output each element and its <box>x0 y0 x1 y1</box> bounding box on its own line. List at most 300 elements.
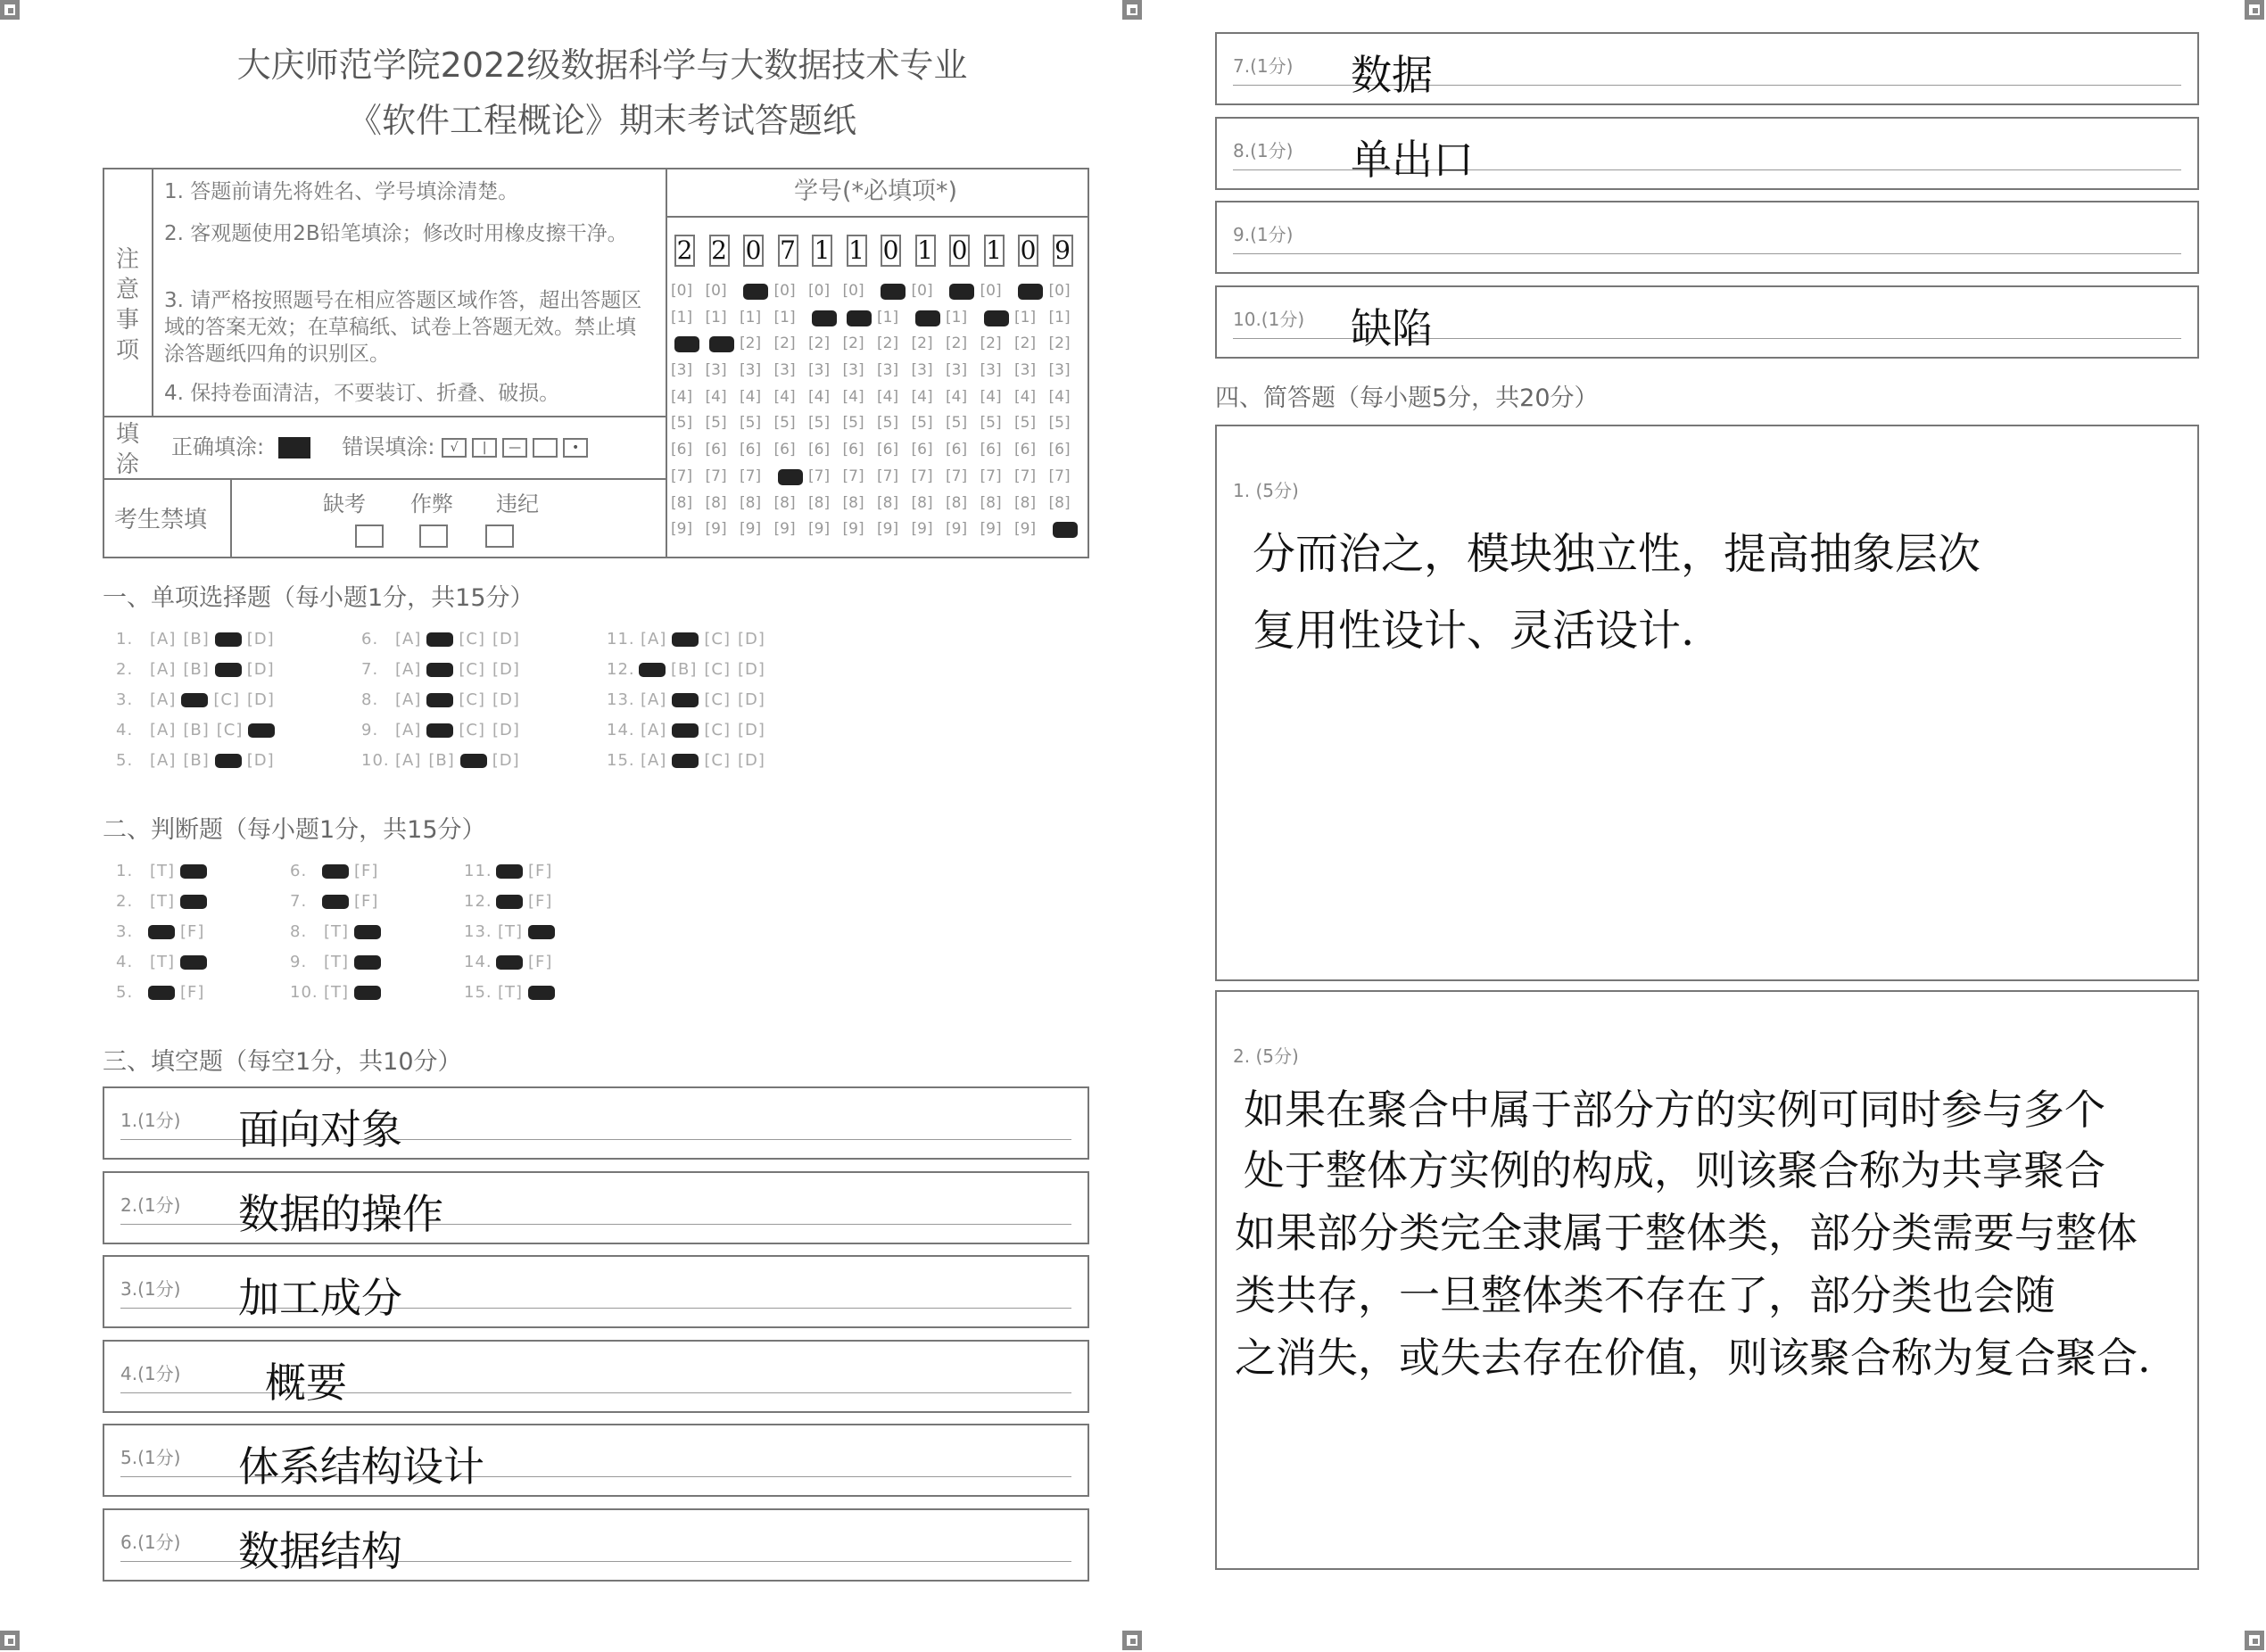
tf-option-t[interactable]: [T] <box>324 922 350 941</box>
mc-option-filled[interactable] <box>639 663 666 677</box>
tf-question-row <box>464 922 557 941</box>
note-item-2: 2. 客观题使用2B铅笔填涂；修改时用橡皮擦干净。 <box>164 222 628 245</box>
student-id-bubble[interactable]: [3] <box>705 361 727 380</box>
mc-option-d[interactable]: [D] <box>737 690 765 709</box>
student-id-bubble[interactable]: [5] <box>773 414 796 433</box>
tf-question-number: 5. <box>116 983 134 1002</box>
student-id-bubble[interactable]: [2] <box>808 335 831 353</box>
mc-option-filled[interactable] <box>460 754 487 768</box>
mc-option-filled[interactable] <box>215 754 242 768</box>
mc-option-filled[interactable] <box>672 723 699 738</box>
student-id-digit-3[interactable]: 0 <box>743 235 764 267</box>
tf-question-row <box>464 862 556 880</box>
tf-question-number: 8. <box>290 922 308 941</box>
short-answer-1-line-1: 分而治之，模块独立性，提高抽象层次 <box>1253 529 1981 579</box>
student-id-bubble[interactable]: [8] <box>740 493 762 512</box>
student-id-bubble[interactable]: [4] <box>911 387 933 406</box>
student-id-bubble[interactable]: [3] <box>980 361 1002 380</box>
student-id-bubble[interactable]: [2] <box>980 335 1002 353</box>
mc-question-row <box>361 721 524 739</box>
tf-question-number: 14. <box>464 953 492 971</box>
student-id-bubble[interactable]: [5] <box>740 414 762 433</box>
mc-option-d[interactable]: [D] <box>737 630 765 648</box>
tf-option-t[interactable]: [T] <box>324 953 350 971</box>
short-answer-1-line-2: 复用性设计、灵活设计. <box>1253 606 1695 656</box>
fill-blank-10-answer: 缺陷 <box>1351 303 1433 352</box>
mc-question-number: 15. <box>607 751 635 770</box>
student-id-bubble[interactable]: [9] <box>877 520 899 539</box>
student-id-bubble[interactable]: [8] <box>671 493 693 512</box>
mc-question-row <box>607 660 769 679</box>
mc-option-d[interactable]: [D] <box>246 630 275 648</box>
mc-option-d[interactable]: [D] <box>246 660 275 679</box>
mc-question-row <box>361 751 524 770</box>
mc-option-a[interactable]: [A] <box>641 721 667 739</box>
tf-question-number: 3. <box>116 922 134 941</box>
mc-option-filled[interactable] <box>672 632 699 647</box>
mc-option-filled[interactable] <box>215 663 242 677</box>
student-id-bubble-filled[interactable] <box>812 310 837 326</box>
tf-option-f[interactable]: [F] <box>180 983 205 1002</box>
student-id-bubble[interactable]: [2] <box>1048 335 1071 353</box>
short-answer-box-2[interactable] <box>1215 990 2199 1570</box>
mc-option-b[interactable]: [B] <box>183 660 210 679</box>
student-id-bubble[interactable]: [0] <box>671 282 693 300</box>
forbidden-cheat-box[interactable] <box>419 525 448 548</box>
student-id-bubble[interactable]: [3] <box>946 361 968 380</box>
student-id-bubble[interactable]: [0] <box>808 282 831 300</box>
mc-option-b[interactable]: [B] <box>671 660 698 679</box>
student-id-column-7 <box>877 278 913 543</box>
mc-option-filled[interactable] <box>672 754 699 768</box>
mc-option-a[interactable]: [A] <box>395 751 422 770</box>
tf-option-filled[interactable] <box>148 986 175 1000</box>
student-id-bubble[interactable]: [3] <box>808 361 831 380</box>
student-id-bubble[interactable]: [3] <box>1048 361 1071 380</box>
mc-option-c[interactable]: [C] <box>704 660 732 679</box>
tf-question-number: 6. <box>290 862 308 880</box>
tf-question-row <box>116 892 209 911</box>
mc-option-b[interactable]: [B] <box>428 751 455 770</box>
mc-option-b[interactable]: [B] <box>183 751 210 770</box>
forbidden-violation-box[interactable] <box>485 525 514 548</box>
mc-question-number: 7. <box>361 660 379 679</box>
student-id-bubble[interactable]: [9] <box>773 520 796 539</box>
student-id-bubble[interactable]: [0] <box>842 282 864 300</box>
mc-option-d[interactable]: [D] <box>492 690 520 709</box>
student-id-bubble[interactable]: [6] <box>740 441 762 459</box>
student-id-bubble[interactable]: [6] <box>842 441 864 459</box>
tf-option-filled[interactable] <box>528 925 555 939</box>
mc-option-c[interactable]: [C] <box>459 630 485 648</box>
student-id-column-5 <box>808 278 844 543</box>
tf-option-f[interactable]: [F] <box>528 892 553 911</box>
student-id-column-4 <box>774 278 810 543</box>
mc-option-a[interactable]: [A] <box>150 660 177 679</box>
tf-option-t[interactable]: [T] <box>498 922 524 941</box>
mc-option-c[interactable]: [C] <box>459 721 485 739</box>
student-id-bubble[interactable]: [9] <box>911 520 933 539</box>
tf-option-f[interactable]: [F] <box>180 922 205 941</box>
tf-option-t[interactable]: [T] <box>324 983 350 1002</box>
mc-option-filled[interactable] <box>672 693 699 707</box>
fill-blank-box-3[interactable] <box>103 1255 1089 1328</box>
mc-option-d[interactable]: [D] <box>737 721 765 739</box>
fill-blank-8-label: 8.(1分) <box>1233 139 1294 161</box>
mc-option-c[interactable]: [C] <box>704 630 731 648</box>
mc-option-c[interactable]: [C] <box>704 721 731 739</box>
student-id-bubble-filled[interactable] <box>1018 284 1043 300</box>
student-id-column-6 <box>843 278 879 543</box>
student-id-bubble[interactable]: [9] <box>946 520 968 539</box>
student-id-bubble[interactable]: [9] <box>980 520 1002 539</box>
student-id-bubble[interactable]: [8] <box>877 493 899 512</box>
student-id-bubble[interactable]: [6] <box>808 441 831 459</box>
student-id-bubble[interactable]: [4] <box>980 387 1002 406</box>
student-id-bubble[interactable]: [5] <box>842 414 864 433</box>
fill-blank-box-9[interactable] <box>1215 201 2199 274</box>
student-id-bubble[interactable]: [1] <box>946 308 968 326</box>
student-id-bubble[interactable]: [8] <box>1014 493 1037 512</box>
mc-option-d[interactable]: [D] <box>492 660 520 679</box>
student-id-bubble[interactable]: [1] <box>705 308 727 326</box>
mc-option-d[interactable]: [D] <box>492 751 520 770</box>
mc-option-a[interactable]: [A] <box>641 751 667 770</box>
fill-blank-box-6[interactable] <box>103 1508 1089 1582</box>
tf-option-t[interactable]: [T] <box>498 983 524 1002</box>
mc-question-number: 13. <box>607 690 635 709</box>
student-id-bubble[interactable]: [0] <box>980 282 1002 300</box>
student-id-bubble[interactable]: [1] <box>773 308 796 326</box>
fill-guide-row <box>171 434 593 460</box>
fill-correct-label: 正确填涂: <box>171 434 265 459</box>
student-id-bubble[interactable]: [7] <box>705 467 727 485</box>
student-id-bubble[interactable]: [9] <box>842 520 864 539</box>
student-id-digit-1[interactable]: 2 <box>674 235 695 267</box>
fill-blank-1-label: 1.(1分) <box>120 1110 181 1131</box>
student-id-bubble[interactable]: [2] <box>1014 335 1037 353</box>
mc-option-d[interactable]: [D] <box>246 690 275 709</box>
mc-option-d[interactable]: [D] <box>738 660 765 679</box>
tf-question-number: 1. <box>116 862 134 880</box>
mc-option-filled[interactable] <box>248 723 275 738</box>
student-id-bubble[interactable]: [1] <box>877 308 899 326</box>
student-id-bubble-filled[interactable] <box>709 336 734 352</box>
student-id-bubble[interactable]: [0] <box>773 282 796 300</box>
student-id-digit-4[interactable]: 7 <box>778 235 798 267</box>
mc-question-number: 10. <box>361 751 390 770</box>
student-id-bubble[interactable]: [7] <box>877 467 899 485</box>
fill-wrong-label: 错误填涂: <box>342 434 435 459</box>
tf-option-filled[interactable] <box>496 895 523 909</box>
fill-guide-label: 填涂 <box>115 421 139 478</box>
student-id-bubble[interactable]: [6] <box>911 441 933 459</box>
mc-option-a[interactable]: [A] <box>641 690 667 709</box>
mc-option-a[interactable]: [A] <box>641 630 667 648</box>
mc-option-filled[interactable] <box>426 663 453 677</box>
tf-option-t[interactable]: [T] <box>150 862 176 880</box>
student-id-bubble[interactable]: [7] <box>808 467 831 485</box>
tf-option-filled[interactable] <box>496 864 523 879</box>
mc-option-b[interactable]: [B] <box>183 721 210 739</box>
registration-mark-top-right <box>2245 0 2264 20</box>
student-id-bubble[interactable]: [1] <box>740 308 762 326</box>
wrong-mark-5: • <box>563 438 588 458</box>
student-id-bubble[interactable]: [8] <box>980 493 1002 512</box>
student-id-bubble[interactable]: [0] <box>1048 282 1071 300</box>
student-id-bubble[interactable]: [6] <box>705 441 727 459</box>
student-id-bubble[interactable]: [5] <box>808 414 831 433</box>
student-id-bubble[interactable]: [8] <box>773 493 796 512</box>
student-id-bubble[interactable]: [8] <box>911 493 933 512</box>
student-id-column-8 <box>912 278 947 543</box>
mc-option-c[interactable]: [C] <box>704 751 731 770</box>
student-id-bubble[interactable]: [7] <box>671 467 693 485</box>
student-id-bubble[interactable]: [7] <box>1014 467 1037 485</box>
student-id-bubble[interactable]: [7] <box>946 467 968 485</box>
student-id-digit-10[interactable]: 1 <box>984 235 1005 267</box>
registration-mark-bottom-center <box>1122 1631 1142 1650</box>
tf-option-filled[interactable] <box>180 955 207 970</box>
student-id-bubble[interactable]: [3] <box>911 361 933 380</box>
mc-option-a[interactable]: [A] <box>395 721 422 739</box>
short-answer-2-line-5: 之消失，或失去存在价值，则该聚合称为复合聚合. <box>1235 1334 2151 1382</box>
student-id-bubble[interactable]: [2] <box>911 335 933 353</box>
student-id-bubble[interactable]: [8] <box>705 493 727 512</box>
student-id-bubble-filled[interactable] <box>949 284 974 300</box>
student-id-bubble[interactable]: [2] <box>877 335 899 353</box>
student-id-bubble[interactable]: [0] <box>705 282 727 300</box>
short-answer-1-label: 1. (5分) <box>1233 480 1299 501</box>
mc-option-a[interactable]: [A] <box>395 660 422 679</box>
tf-option-f[interactable]: [F] <box>354 862 379 880</box>
mc-option-c[interactable]: [C] <box>459 660 485 679</box>
section1-title: 一、单项选择题（每小题1分，共15分） <box>103 584 534 612</box>
student-id-bubble[interactable]: [7] <box>740 467 762 485</box>
forbidden-absent-box[interactable] <box>355 525 384 548</box>
student-id-bubble[interactable]: [2] <box>773 335 796 353</box>
mc-option-a[interactable]: [A] <box>150 630 177 648</box>
mc-option-d[interactable]: [D] <box>246 751 275 770</box>
student-id-bubble[interactable]: [2] <box>842 335 864 353</box>
student-id-bubble[interactable]: [8] <box>808 493 831 512</box>
tf-question-number: 9. <box>290 953 308 971</box>
student-id-bubble[interactable]: [9] <box>671 520 693 539</box>
tf-option-filled[interactable] <box>148 925 175 939</box>
student-id-bubble[interactable]: [6] <box>773 441 796 459</box>
student-id-bubble[interactable]: [4] <box>773 387 796 406</box>
tf-question-number: 12. <box>464 892 492 911</box>
student-id-bubble-filled[interactable] <box>1053 522 1078 538</box>
student-id-bubble[interactable]: [9] <box>705 520 727 539</box>
tf-option-t[interactable]: [T] <box>150 953 176 971</box>
student-id-digit-9[interactable]: 0 <box>949 235 970 267</box>
student-id-bubble[interactable]: [7] <box>842 467 864 485</box>
tf-option-filled[interactable] <box>528 986 555 1000</box>
mc-option-a[interactable]: [A] <box>150 721 177 739</box>
student-id-bubble[interactable]: [0] <box>911 282 933 300</box>
student-id-bubble[interactable]: [7] <box>1048 467 1071 485</box>
section2-title: 二、判断题（每小题1分，共15分） <box>103 816 486 844</box>
mc-option-d[interactable]: [D] <box>492 630 520 648</box>
registration-mark-top-left <box>0 0 20 20</box>
mc-option-filled[interactable] <box>215 632 242 647</box>
mc-option-filled[interactable] <box>426 693 453 707</box>
mc-option-c[interactable]: [C] <box>213 690 240 709</box>
mc-option-a[interactable]: [A] <box>395 690 422 709</box>
mc-question-number: 8. <box>361 690 379 709</box>
student-id-bubble[interactable]: [4] <box>808 387 831 406</box>
student-id-bubble[interactable]: [6] <box>877 441 899 459</box>
student-id-bubble[interactable]: [5] <box>911 414 933 433</box>
student-id-bubble[interactable]: [9] <box>740 520 762 539</box>
student-id-bubble-filled[interactable] <box>984 310 1009 326</box>
student-id-digit-5[interactable]: 1 <box>812 235 832 267</box>
student-id-bubble[interactable]: [5] <box>671 414 693 433</box>
student-id-bubble[interactable]: [2] <box>946 335 968 353</box>
student-id-bubble[interactable]: [3] <box>740 361 762 380</box>
mc-option-a[interactable]: [A] <box>150 751 177 770</box>
mc-question-number: 1. <box>116 630 134 648</box>
fill-blank-box-1[interactable] <box>103 1086 1089 1160</box>
mc-option-filled[interactable] <box>426 723 453 738</box>
mc-question-row <box>116 721 277 739</box>
fill-correct-sample <box>278 437 310 458</box>
tf-option-filled[interactable] <box>322 895 349 909</box>
tf-option-f[interactable]: [F] <box>528 862 553 880</box>
tf-option-filled[interactable] <box>354 925 381 939</box>
student-id-bubble[interactable]: [4] <box>1014 387 1037 406</box>
short-answer-2-line-4: 类共存，一旦整体类不存在了，部分类也会随 <box>1235 1271 2055 1319</box>
student-id-bubble[interactable]: [8] <box>1048 493 1071 512</box>
student-id-bubble[interactable]: [4] <box>705 387 727 406</box>
note-item-1: 1. 答题前请先将姓名、学号填涂清楚。 <box>164 180 519 203</box>
mc-option-filled[interactable] <box>426 632 453 647</box>
student-id-bubble[interactable]: [4] <box>671 387 693 406</box>
tf-option-filled[interactable] <box>180 895 207 909</box>
student-id-bubble[interactable]: [6] <box>1014 441 1037 459</box>
student-id-bubble[interactable]: [6] <box>980 441 1002 459</box>
tf-option-t[interactable]: [T] <box>150 892 176 911</box>
mc-question-number: 14. <box>607 721 635 739</box>
student-id-bubble-filled[interactable] <box>847 310 872 326</box>
student-id-bubble[interactable]: [4] <box>740 387 762 406</box>
tf-option-filled[interactable] <box>180 864 207 879</box>
student-id-digit-2[interactable]: 2 <box>709 235 730 267</box>
student-id-bubble[interactable]: [9] <box>1014 520 1037 539</box>
tf-question-row <box>290 862 382 880</box>
student-id-bubble[interactable]: [3] <box>842 361 864 380</box>
student-id-bubble[interactable]: [1] <box>1048 308 1071 326</box>
student-id-bubble[interactable]: [7] <box>911 467 933 485</box>
fill-blank-underline <box>120 1392 1071 1393</box>
fill-blank-box-10[interactable] <box>1215 285 2199 359</box>
student-id-bubble[interactable]: [9] <box>808 520 831 539</box>
wrong-mark-1: √ <box>442 438 467 458</box>
fill-blank-box-5[interactable] <box>103 1424 1089 1497</box>
mc-option-c[interactable]: [C] <box>459 690 485 709</box>
mc-option-c[interactable]: [C] <box>216 721 244 739</box>
registration-mark-top-center <box>1122 0 1142 20</box>
student-id-bubble-filled[interactable] <box>915 310 940 326</box>
student-id-bubble[interactable]: [5] <box>1048 414 1071 433</box>
tf-option-f[interactable]: [F] <box>528 953 553 971</box>
mc-option-c[interactable]: [C] <box>704 690 731 709</box>
student-id-bubble[interactable]: [5] <box>980 414 1002 433</box>
tf-option-filled[interactable] <box>354 986 381 1000</box>
tf-option-filled[interactable] <box>496 955 523 970</box>
mc-option-b[interactable]: [B] <box>183 630 210 648</box>
fill-blank-box-7[interactable] <box>1215 32 2199 105</box>
mc-option-filled[interactable] <box>181 693 208 707</box>
student-id-bubble[interactable]: [5] <box>946 414 968 433</box>
mc-question-row <box>116 660 278 679</box>
student-id-bubble[interactable]: [3] <box>671 361 693 380</box>
student-id-bubble[interactable]: [5] <box>705 414 727 433</box>
student-id-bubble[interactable]: [3] <box>877 361 899 380</box>
student-id-digit-12[interactable]: 9 <box>1053 235 1073 267</box>
short-answer-box-1[interactable] <box>1215 425 2199 981</box>
student-id-bubble-filled[interactable] <box>881 284 906 300</box>
fill-blank-2-answer: 数据的操作 <box>238 1189 443 1238</box>
student-id-bubble[interactable]: [8] <box>842 493 864 512</box>
student-id-bubble[interactable]: [1] <box>1014 308 1037 326</box>
fill-blank-box-8[interactable] <box>1215 117 2199 190</box>
student-id-bubble[interactable]: [6] <box>946 441 968 459</box>
tf-option-filled[interactable] <box>322 864 349 879</box>
student-id-digit-11[interactable]: 0 <box>1018 235 1038 267</box>
note-item-3: 3. 请严格按照题号在相应答题区域作答，超出答题区域的答案无效；在草稿纸、试卷上答题无效。禁止填涂答题纸四角的识别区。 <box>164 289 642 366</box>
student-id-bubble[interactable]: [4] <box>946 387 968 406</box>
mc-question-number: 2. <box>116 660 134 679</box>
tf-option-f[interactable]: [F] <box>354 892 379 911</box>
student-id-bubble[interactable]: [4] <box>1048 387 1071 406</box>
mc-question-row <box>607 630 769 648</box>
student-id-bubble-filled[interactable] <box>778 469 803 485</box>
fill-blank-box-4[interactable] <box>103 1340 1089 1413</box>
note-item-4: 4. 保持卷面清洁，不要装订、折叠、破损。 <box>164 382 560 405</box>
mc-question-row <box>116 751 278 770</box>
student-id-bubble[interactable]: [2] <box>740 335 762 353</box>
student-id-digit-8[interactable]: 1 <box>915 235 936 267</box>
fill-blank-box-2[interactable] <box>103 1171 1089 1244</box>
fill-blank-underline <box>1233 253 2181 254</box>
student-id-bubble[interactable]: [3] <box>1014 361 1037 380</box>
student-id-digit-7[interactable]: 0 <box>881 235 901 267</box>
student-id-digit-6[interactable]: 1 <box>847 235 867 267</box>
student-id-bubble-filled[interactable] <box>674 336 699 352</box>
student-id-bubble[interactable]: [6] <box>1048 441 1071 459</box>
mc-option-a[interactable]: [A] <box>395 630 422 648</box>
student-id-bubble[interactable]: [8] <box>946 493 968 512</box>
mc-option-d[interactable]: [D] <box>737 751 765 770</box>
tf-question-row <box>290 892 382 911</box>
fill-blank-2-label: 2.(1分) <box>120 1194 181 1216</box>
tf-option-filled[interactable] <box>354 955 381 970</box>
student-id-bubble-filled[interactable] <box>743 284 768 300</box>
mc-option-d[interactable]: [D] <box>492 721 520 739</box>
student-id-bubble[interactable]: [6] <box>671 441 693 459</box>
student-id-bubble[interactable]: [4] <box>842 387 864 406</box>
student-id-bubble[interactable]: [5] <box>877 414 899 433</box>
wrong-mark-2: | <box>472 438 497 458</box>
student-id-bubble[interactable]: [4] <box>877 387 899 406</box>
mc-option-a[interactable]: [A] <box>150 690 177 709</box>
student-id-bubble[interactable]: [3] <box>773 361 796 380</box>
student-id-bubble[interactable]: [1] <box>671 308 693 326</box>
student-id-bubble[interactable]: [5] <box>1014 414 1037 433</box>
student-id-bubble[interactable]: [7] <box>980 467 1002 485</box>
